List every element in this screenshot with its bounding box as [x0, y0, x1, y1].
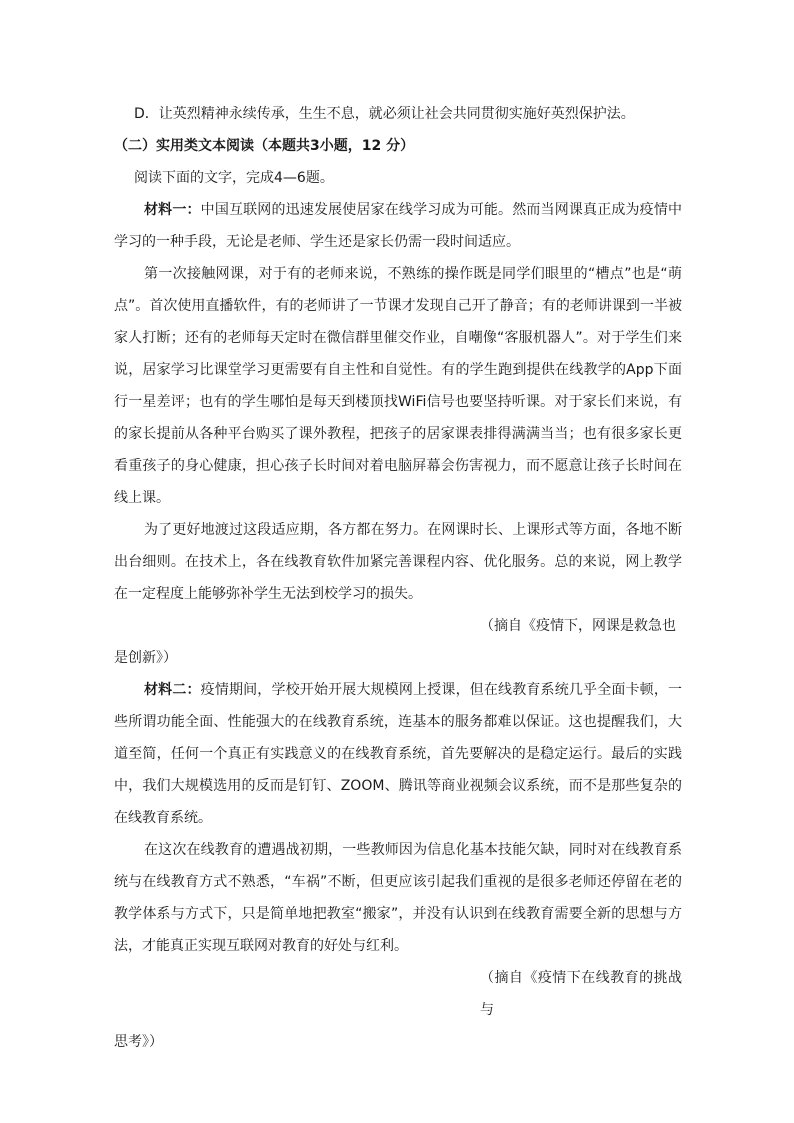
material2-label: 材料二： [144, 682, 201, 698]
material2-source-tail: 思考》） [114, 1034, 163, 1050]
material1-source-tail: 是创新》） [114, 650, 177, 666]
material1-paragraph-2: 第一次接触网课，对于有的老师来说，不熟练的操作既是同学们眼里的“槽点”也是“萌点”。首次使用直播软件，有的老师讲了一节课才发现自己开了静音；有的老师讲课到一半被家人打断；还有的老师每天定时在微信群里催交作业，自嘲像“客服机器人”。对于学生们来说，居家学习比课堂学习更需要有自主性和自觉性。有的学生跑到提供在线教学的App下面行一星差评；也有的学生哪怕是每天到楼顶找WiFi信号也要坚持听课。对于家长们来说，有的家长提前从各种平台购买了课外教程，把孩子的居家课表排得满满当当；也有很多家长更看重孩子的身心健康，担心孩子长时间对着电脑屏幕会伤害视力，而不愿意让孩子长时间在线上课。 [114, 266, 682, 506]
material2-p1-text: 疫情期间，学校开始开展大规模网上授课，但在线教育系统几乎全面卡顿，一些所谓功能全面、性能强大的在线教育系统，连基本的服务都难以保证。这也提醒我们，大道至简，任何一个真正有实践意义的在线教育系统，首先要解决的是稳定运行。最后的实践中，我们大规模选用的反而是钉钉、ZOOM、腾讯等商业视频会议系统，而不是那些复杂的在线教育系统。 [114, 682, 683, 826]
material1-label: 材料一： [144, 202, 201, 218]
material1-source: （摘自《疫情下，网课是救急也 [480, 618, 676, 634]
material2-paragraph-1 [114, 674, 682, 834]
section-heading: （二）实用类文本阅读（本题共3小题，12 分） [114, 138, 415, 154]
material2-source: （摘自《疫情下在线教育的挑战与 [480, 970, 682, 1018]
material1-paragraph-1 [114, 194, 682, 258]
material2-paragraph-2: 在这次在线教育的遭遇战初期，一些教师因为信息化基本技能欠缺，同时对在线教育系统与在线教育方式不熟悉，“车祸”不断，但更应该引起我们重视的是很多老师还停留在老的教学体系与方式下，只是简单地把教室“搬家”，并没有认识到在线教育需要全新的思想与方法，才能真正实现互联网对教育的好处与红利。 [114, 842, 682, 954]
material1-paragraph-3: 为了更好地渡过这段适应期，各方都在努力。在网课时长、上课形式等方面，各地不断出台细则。在技术上，各在线教育软件加紧完善课程内容、优化服务。总的来说，网上教学在一定程度上能够弥补学生无法到校学习的损失。 [114, 522, 682, 602]
page-content [114, 98, 682, 1058]
option-d: D．让英烈精神永续传承，生生不息，就必须让社会共同贯彻实施好英烈保护法。 [134, 106, 635, 122]
instruction: 阅读下面的文字，完成4—6题。 [134, 170, 334, 186]
material1-p1-text: 中国互联网的迅速发展使居家在线学习成为可能。然而当网课真正成为疫情中学习的一种手段，无论是老师、学生还是家长仍需一段时间适应。 [114, 202, 683, 250]
